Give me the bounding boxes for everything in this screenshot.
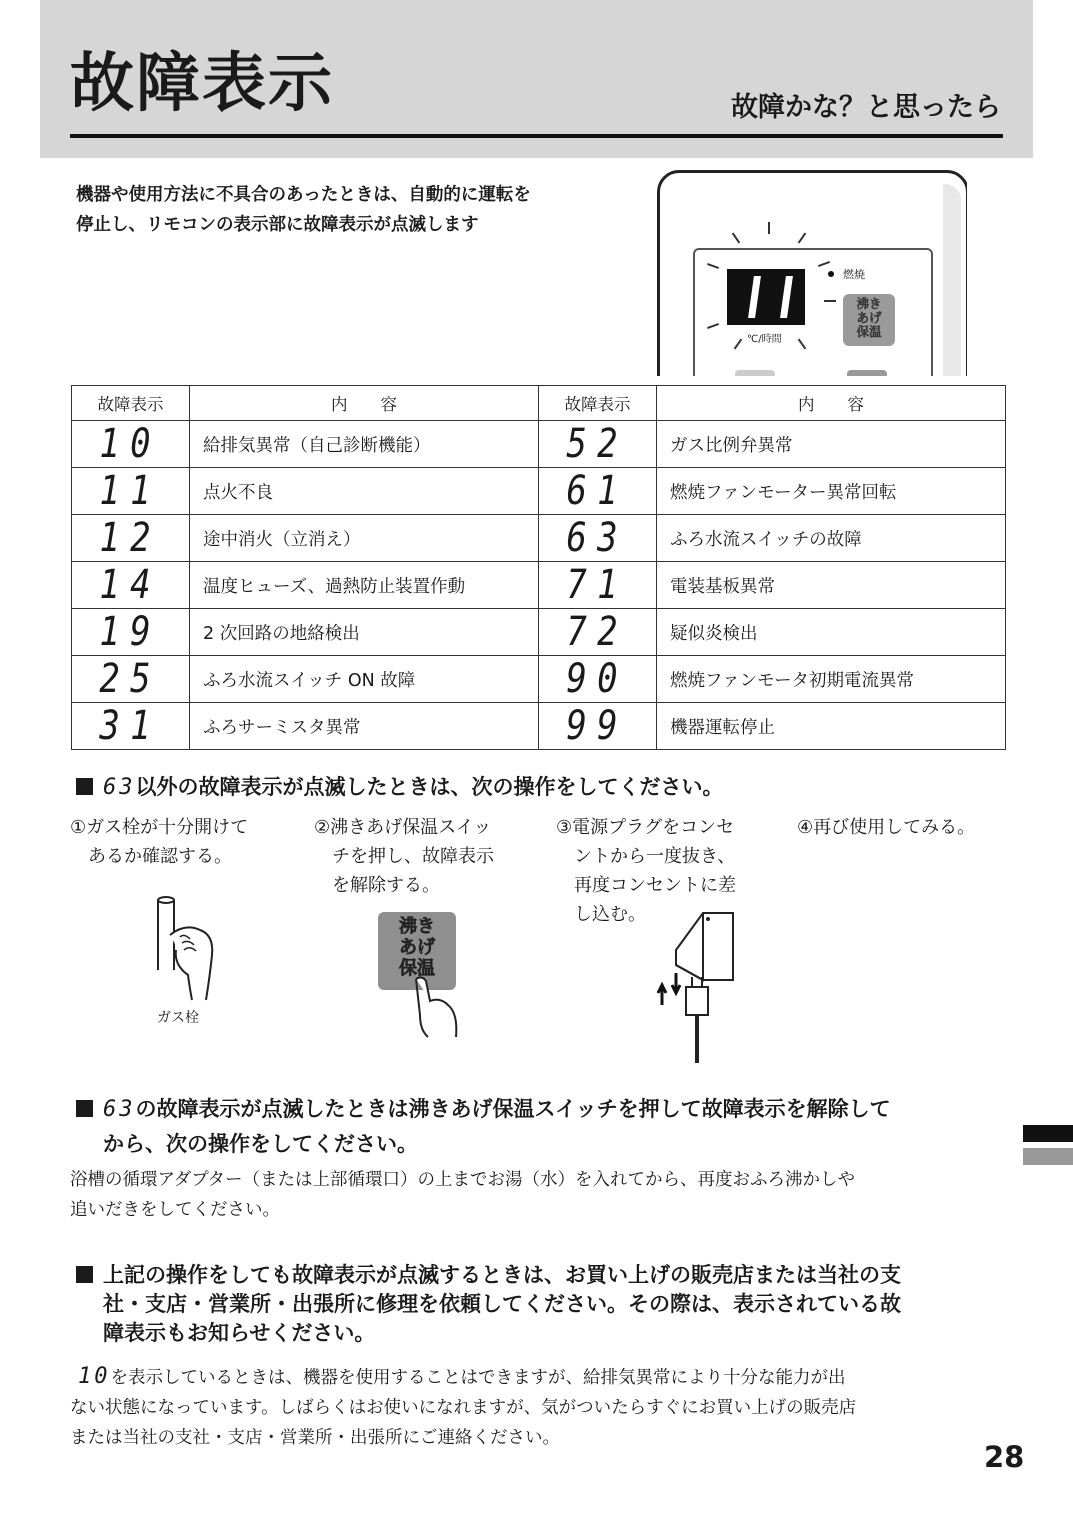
section3-heading: 上記の操作をしても故障表示が点滅するときは、お買い上げの販売店または当社の支 — [76, 1260, 901, 1290]
error-code: 72 — [566, 609, 629, 655]
error-description: 途中消火（立消え） — [190, 515, 539, 562]
table-row — [72, 468, 1006, 515]
table-row — [72, 609, 1006, 656]
error-code: 71 — [566, 562, 629, 608]
error-code: 12 — [99, 515, 162, 561]
remote-button-stub — [735, 370, 775, 376]
table-row — [72, 562, 1006, 609]
lcd-segment — [780, 276, 793, 318]
page-title: 故障表示 — [70, 47, 334, 121]
burn-indicator-dot — [828, 271, 834, 277]
pressing-finger-icon — [410, 975, 470, 1040]
table-row — [72, 656, 1006, 703]
gas-valve-label: ガス栓 — [157, 1010, 199, 1026]
intro-line: 停止し、リモコンの表示部に故障表示が点滅します — [76, 215, 479, 235]
blink-ray — [768, 222, 770, 234]
step-4: ④再び使用してみる。 — [797, 817, 976, 838]
header-rule — [70, 134, 1003, 138]
error-description: ふろ水流スイッチ ON 故障 — [190, 656, 539, 703]
error-description: 機器運転停止 — [657, 703, 1006, 750]
error-code-table — [71, 385, 1006, 750]
intro-line: 機器や使用方法に不具合のあったときは、自動的に運転を — [76, 185, 531, 205]
intro-text — [76, 180, 636, 240]
table-row — [72, 515, 1006, 562]
error-description: ふろ水流スイッチの故障 — [657, 515, 1006, 562]
error-description: 疑似炎検出 — [657, 609, 1006, 656]
blink-ray — [824, 300, 836, 302]
section2-heading: 63の故障表示が点滅したときは沸きあげ保温スイッチを押して故障表示を解除して — [76, 1094, 891, 1125]
remote-button-stub — [847, 370, 887, 376]
section3-heading-cont: 障表示もお知らせください。 — [103, 1321, 376, 1345]
chapter-tab-dark — [1023, 1125, 1073, 1142]
error-code: 61 — [566, 468, 629, 514]
page-number: 28 — [984, 1440, 1025, 1474]
section1-heading — [76, 772, 724, 803]
step-3: ③電源プラグをコンセ ントから一度抜き、 再度コンセントに差 し込む。 — [556, 817, 736, 925]
table-header-row — [72, 386, 1006, 421]
column-header: 故障表示 — [72, 386, 190, 421]
error-description: 燃焼ファンモーター異常回転 — [657, 468, 1006, 515]
bullet-square-icon — [76, 778, 93, 795]
section2-body: 浴槽の循環アダプター（または上部循環口）の上までお湯（水）を入れてから、再度おふろ沸かしや 追いだきをしてください。 — [70, 1170, 856, 1220]
boil-keep-warm-button: 沸き あげ 保温 — [843, 294, 895, 346]
page-header — [40, 0, 1033, 158]
inline-error-code: 63 — [103, 1097, 136, 1122]
error-code: 90 — [566, 656, 629, 702]
column-header: 内 容 — [190, 386, 539, 421]
column-header: 故障表示 — [539, 386, 657, 421]
unit-label: ℃/時間 — [747, 334, 782, 345]
error-description: 温度ヒューズ、過熱防止装置作動 — [190, 562, 539, 609]
error-description: 燃焼ファンモータ初期電流異常 — [657, 656, 1006, 703]
burn-label: 燃焼 — [843, 268, 865, 281]
error-code: 14 — [99, 562, 162, 608]
error-code: 11 — [99, 468, 162, 514]
error-description: 給排気異常（自己診断機能） — [190, 421, 539, 468]
section-subtitle: 故障かな？と思ったら — [731, 92, 1001, 123]
remote-lcd — [727, 269, 805, 325]
lcd-segment — [748, 276, 761, 318]
error-code: 31 — [99, 703, 162, 749]
boil-keep-warm-button-illustration: 沸き あげ 保温 — [378, 912, 456, 990]
chapter-tab-gray — [1023, 1148, 1073, 1165]
error-code: 19 — [99, 609, 162, 655]
error-description: 電装基板異常 — [657, 562, 1006, 609]
bullet-square-icon — [76, 1266, 93, 1283]
remote-control-illustration — [657, 170, 967, 376]
inline-error-code: 63 — [103, 775, 136, 800]
error-code: 63 — [566, 515, 629, 561]
step-1: ①ガス栓が十分開けて あるか確認する。 — [70, 817, 249, 867]
bullet-square-icon — [76, 1100, 93, 1117]
error-code: 25 — [99, 656, 162, 702]
error-code: 99 — [566, 703, 629, 749]
step-2: ②沸きあげ保温スイッ チを押し、故障表示 を解除する。 — [314, 817, 494, 896]
column-header: 内 容 — [657, 386, 1006, 421]
error-code: 10 — [99, 421, 162, 467]
power-plug-outlet-illustration — [648, 905, 748, 1065]
section1-heading-text: 以外の故障表示が点滅したときは、次の操作をしてください。 — [135, 775, 724, 799]
error-code: 52 — [566, 421, 629, 467]
error-description: ガス比例弁異常 — [657, 421, 1006, 468]
section3-heading-cont: 社・支店・営業所・出張所に修理を依頼してください。その際は、表示されている故 — [103, 1292, 901, 1316]
table-row — [72, 421, 1006, 468]
inline-error-code: 10 — [78, 1364, 111, 1389]
section3-note: 10を表示しているときは、機器を使用することはできますが、給排気異常により十分な能力が出 ない状態になっています。しばらくはお使いになれますが、気がついたらすぐにお買い上げの販売店 または当社の支社・支店・営業所・出張所にご連絡ください。 — [70, 1364, 857, 1448]
section2-heading-cont: から、次の操作をしてください。 — [103, 1132, 418, 1156]
remote-edge-shading — [943, 184, 961, 376]
error-description: 2 次回路の地絡検出 — [190, 609, 539, 656]
error-description: 点火不良 — [190, 468, 539, 515]
error-description: ふろサーミスタ異常 — [190, 703, 539, 750]
gas-valve-hand-illustration — [140, 895, 240, 1005]
table-row — [72, 703, 1006, 750]
